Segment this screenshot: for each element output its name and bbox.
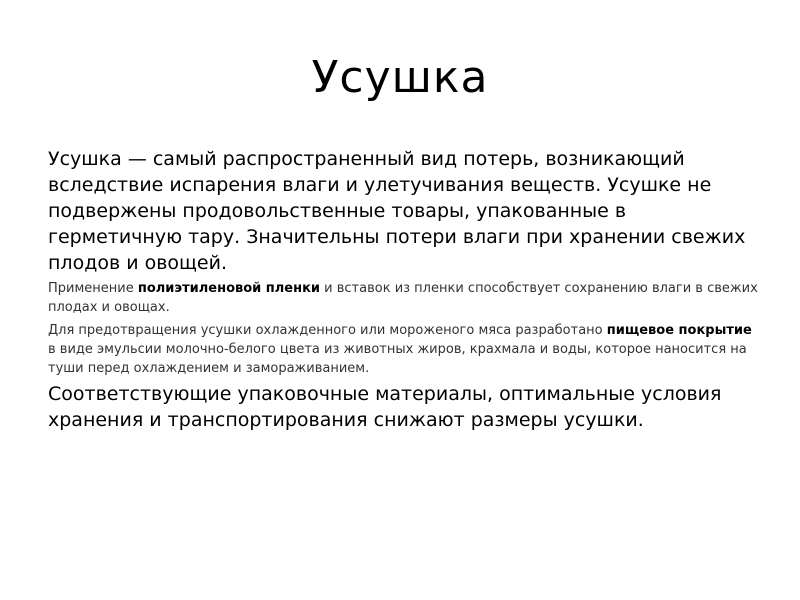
polyethylene-film-term: полиэтиленовой пленки [137, 281, 321, 296]
slide-title: Усушка [311, 52, 489, 103]
paragraph-conclusion: Соответствующие упаковочные материалы, оптимальные условия хранения и транспортирования снижают размеры усушки. [48, 383, 722, 431]
paragraph-polyethylene-start: Применение [48, 281, 138, 296]
paragraph-polyethylene [48, 279, 758, 317]
paragraph-polyethylene-end: и вставок из пленки способствует сохранению влаги в свежих плодах и овощах. [48, 281, 758, 315]
slide-body [48, 146, 758, 433]
food-coating-term: пищевое покрытие [606, 323, 752, 338]
paragraph-definition: Усушка — самый распространенный вид потерь, возникающий вследствие испарения влаги и улетучивания веществ. Усушке не подвержены продовольственные товары, упакованные в герметичную тару. Значительны потери влаги при хранении свежих плодов и овощей. [48, 148, 746, 274]
paragraph-meat-coating-end: в виде эмульсии молочно-белого цвета из животных жиров, крахмала и воды, которое наносится на туши перед охлаждением и замораживанием. [48, 342, 747, 376]
paragraph-meat-coating-start: Для предотвращения усушки охлажденного или мороженого мяса разработано [48, 323, 607, 338]
paragraph-meat-coating [48, 321, 758, 378]
